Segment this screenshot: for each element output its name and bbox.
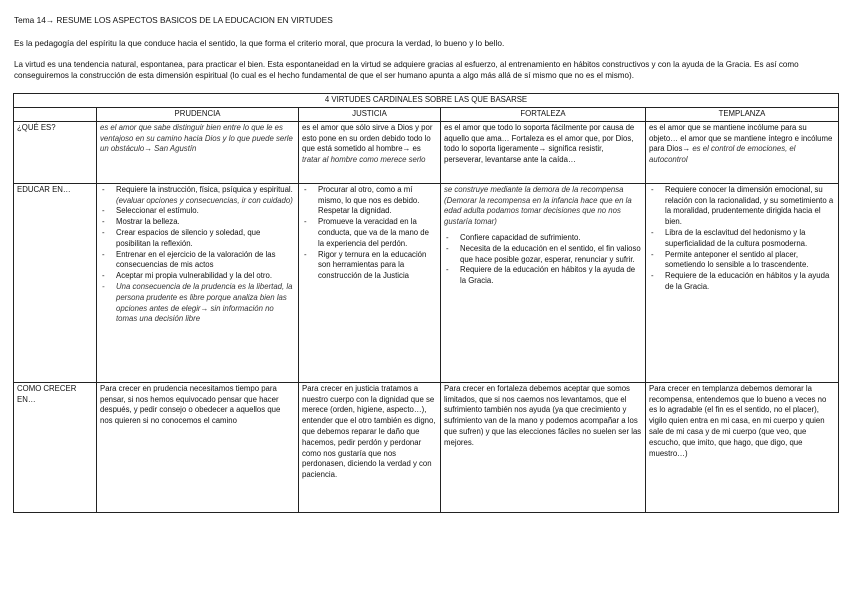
table-row-que-es xyxy=(14,121,839,183)
cell-crecer-justicia: Para crecer en justicia tratamos a nuestro cuerpo con la dignidad que se merece (orden, higiene, aspecto…), entender que el otro también es digno, que debemos reparar le daño que hacemos, pedir perdón y perdonar como nos gustaría que nos perdonasen, diciendo la verdad y con paciencia. xyxy=(299,382,441,512)
list-item: - Necesita de la educación en el sentido, el fin valioso que hace posible gozar, esperar, renunciar y sufrir. xyxy=(444,244,642,266)
header-templanza: TEMPLANZA xyxy=(646,107,839,121)
justicia-definition-italic: tratar al hombre como merece serlo xyxy=(302,155,426,165)
list-item: - Libra de la esclavitud del hedonismo y la superficialidad de la cultura posmoderna. xyxy=(649,228,835,250)
row-label-educar: EDUCAR EN… xyxy=(14,183,97,382)
justicia-definition: es el amor que sólo sirve a Dios y por esto pone en su orden debido todo lo que está sometido al hombre→ es xyxy=(302,122,433,154)
list-item: - Requiere de la educación en hábitos y la ayuda de la Gracia. xyxy=(649,271,835,293)
templanza-education-list xyxy=(649,185,835,293)
list-item: - Una consecuencia de la prudencia es la libertad, la persona prudente es libre porque analiza bien las opciones antes de elegir→ sin información no tomas una decisión libre xyxy=(100,282,295,325)
row-label-como-crecer: COMO CRECER EN… xyxy=(14,382,97,512)
list-item: - Requiere de la educación en hábitos y la ayuda de la Gracia. xyxy=(444,265,642,287)
table-header-row xyxy=(14,107,839,121)
list-item xyxy=(100,185,295,207)
row-label-que-es: ¿QUÉ ES? xyxy=(14,121,97,183)
list-item: - Permite anteponer el sentido al placer, sometiendo lo sensible a lo trascendente. xyxy=(649,250,835,272)
header-empty-cell xyxy=(14,107,97,121)
fortaleza-education-intro: se construye mediante la demora de la recompensa (Demorar la recompensa en la infancia hace que en la edad adulta podamos tomar decisiones que no nos gustaría tomar) xyxy=(444,184,632,227)
cell-que-es-fortaleza xyxy=(441,121,646,183)
table-row-como-crecer xyxy=(14,382,839,512)
prudencia-education-list xyxy=(100,185,295,325)
cell-crecer-prudencia: Para crecer en prudencia necesitamos tiempo para pensar, si nos hemos equivocado pensar que hacer después, y pedir consejo o obedecer a aquellos que nos quieren si no conocemos el camino xyxy=(97,382,299,512)
list-item: - Seleccionar el estímulo. xyxy=(100,206,295,217)
table-row-educar xyxy=(14,183,839,382)
list-item: - Rigor y ternura en la educación son herramientas para la construcción de la Justicia xyxy=(302,250,437,282)
header-prudencia: PRUDENCIA xyxy=(97,107,299,121)
fortaleza-education-list xyxy=(444,233,642,287)
list-item: - Crear espacios de silencio y soledad, que posibilitan la reflexión. xyxy=(100,228,295,250)
cell-que-es-prudencia xyxy=(97,121,299,183)
fortaleza-definition: es el amor que todo lo soporta fácilmente por causa de aquello que ama… Fortaleza es el amor que, por Dios, todo lo soporta ligeramente→ significa resistir, perseverar, levantarse ante la caída… xyxy=(444,122,635,165)
templanza-definition: es el amor que se mantiene incólume para su objeto… el amor que se mantiene íntegro e incólume para Dios→ xyxy=(649,122,833,154)
list-item: - Mostrar la belleza. xyxy=(100,217,295,228)
cell-crecer-templanza: Para crecer en templanza debemos demorar la recompensa, entendemos que lo bueno a veces no es lo agradable (el fin es el sentido, no el placer), vigilo quien entra en mi casa, en mi cuerpo y quien sale de mi casa y de mi cuerpo (que veo, que escucho, que imito, que hago, que digo, que muestro…) xyxy=(646,382,839,512)
list-item-italic: (evaluar opciones y consecuencias, ir con cuidado) xyxy=(116,195,293,205)
virtue-definition-paragraph: La virtud es una tendencia natural, espontanea, para practicar el bien. Esta espontaneidad en la virtud se adquiere gracias al esfuerzo, al entrenamiento en hábitos constructivos y con la ayuda de la Gracia. Es así como conseguiremos la construcción de esta dimensión espiritual (lo cual es el hecho fundamental de que el ser humano apunta a algo más allá de sí mismo que no es el mismo). xyxy=(14,60,799,80)
justicia-education-list xyxy=(302,185,437,282)
header-justicia: JUSTICIA xyxy=(299,107,441,121)
table-caption-row xyxy=(14,94,839,108)
cell-educar-fortaleza xyxy=(441,183,646,382)
intro-paragraph: Es la pedagogía del espíritu la que conduce hacia el sentido, la que forma el criterio moral, que procura la verdad, lo bueno y lo bello. xyxy=(14,38,505,48)
cell-que-es-templanza xyxy=(646,121,839,183)
table-caption: 4 VIRTUDES CARDINALES SOBRE LAS QUE BASARSE xyxy=(14,94,839,108)
list-item: - Promueve la veracidad en la conducta, que va de la mano de la experiencia del perdón. xyxy=(302,217,437,249)
templanza-definition-italic: es el control de emociones, el autocontrol xyxy=(649,144,796,165)
prudencia-definition: es el amor que sabe distinguir bien entre lo que le es ventajoso en su camino hacia Dios y lo que puede serle un obstáculo→ San Agustín xyxy=(100,122,293,154)
list-item: - Procurar al otro, como a mí mismo, lo que nos es debido. Respetar la dignidad. xyxy=(302,185,437,217)
cell-educar-justicia xyxy=(299,183,441,382)
cell-educar-prudencia xyxy=(97,183,299,382)
cell-que-es-justicia xyxy=(299,121,441,183)
list-item: - Confiere capacidad de sufrimiento. xyxy=(444,233,642,244)
virtues-table xyxy=(13,93,839,513)
document-title: Tema 14→ RESUME LOS ASPECTOS BASICOS DE LA EDUCACION EN VIRTUDES xyxy=(14,15,333,25)
list-item: - Requiere conocer la dimensión emocional, su relación con la racionalidad, y su sometimiento a la moralidad, prudentemente dirigida hacia el bien. xyxy=(649,185,835,228)
list-item: - Aceptar mi propia vulnerabilidad y la del otro. xyxy=(100,271,295,282)
cell-educar-templanza xyxy=(646,183,839,382)
cell-crecer-fortaleza: Para crecer en fortaleza debemos aceptar que somos limitados, que si nos caemos nos levantamos, que el sufrimiento también nos ayuda (ya que crecimiento y sufrimiento van de la mano y podemos acompañar a los que sufren) y que las elecciones fáciles no suelen ser las mejores. xyxy=(441,382,646,512)
header-fortaleza: FORTALEZA xyxy=(441,107,646,121)
list-item: - Entrenar en el ejercicio de la valoración de las consecuencias de mis actos xyxy=(100,250,295,272)
list-item-text: Requiere la instrucción, física, psíquica y espiritual. xyxy=(116,184,293,194)
